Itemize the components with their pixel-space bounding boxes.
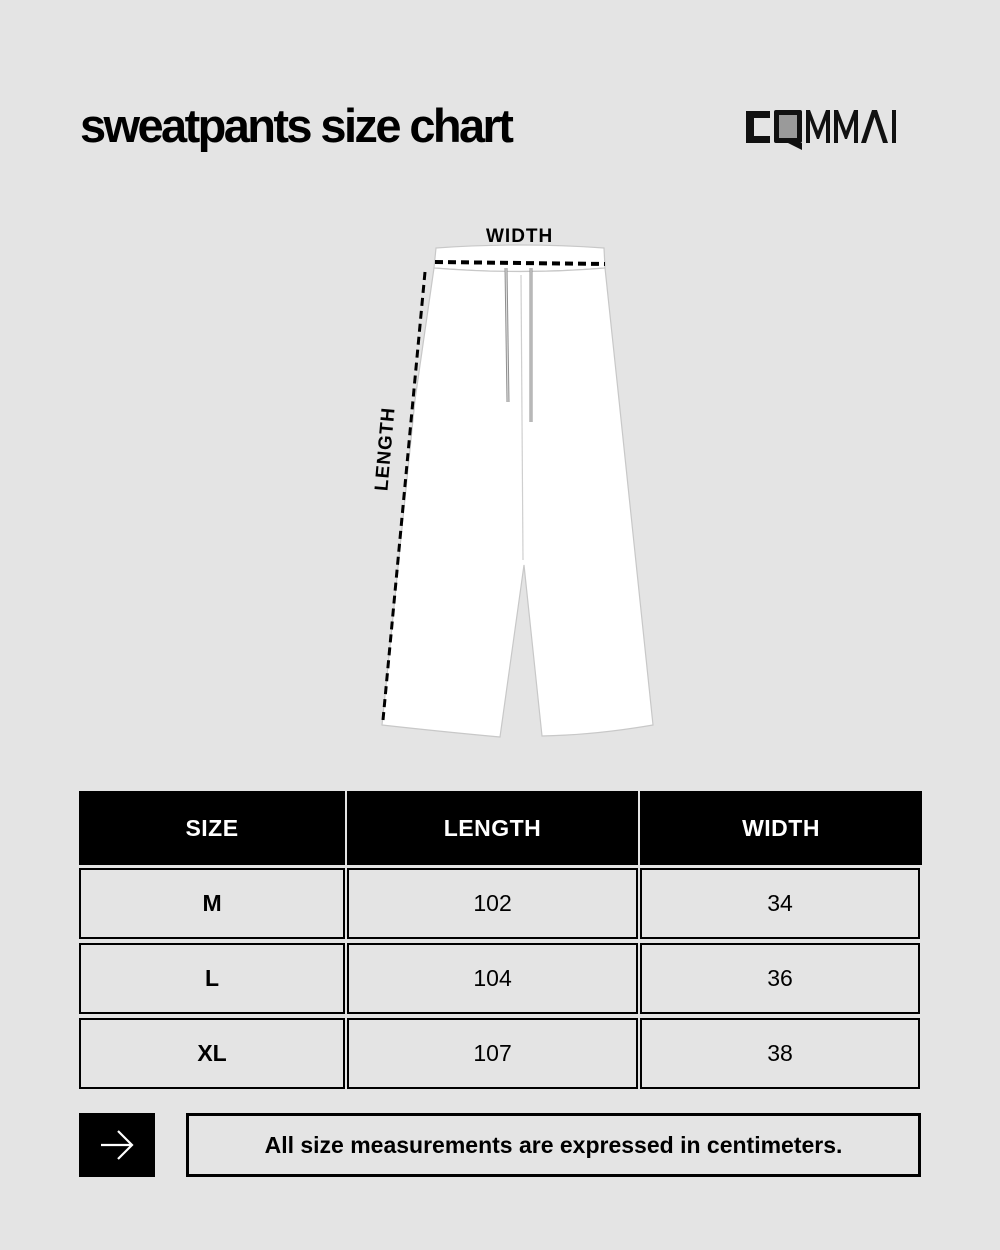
pants-body bbox=[382, 268, 653, 737]
header-width: WIDTH bbox=[640, 791, 922, 865]
length-label: LENGTH bbox=[371, 406, 400, 492]
size-cell: M bbox=[79, 868, 345, 939]
table-header-row bbox=[79, 791, 922, 866]
sweatpants-diagram bbox=[355, 220, 675, 750]
comma-logo bbox=[744, 103, 900, 151]
size-table bbox=[79, 791, 922, 1091]
table-row bbox=[79, 1016, 922, 1091]
units-note: All size measurements are expressed in centimeters. bbox=[186, 1113, 921, 1177]
table-row bbox=[79, 941, 922, 1016]
width-cell: 36 bbox=[640, 943, 920, 1014]
size-cell: XL bbox=[79, 1018, 345, 1089]
length-cell: 104 bbox=[347, 943, 638, 1014]
length-cell: 107 bbox=[347, 1018, 638, 1089]
waistband bbox=[434, 245, 605, 272]
width-cell: 34 bbox=[640, 868, 920, 939]
page-title: sweatpants size chart bbox=[80, 99, 512, 152]
arrow-button bbox=[79, 1113, 155, 1177]
length-cell: 102 bbox=[347, 868, 638, 939]
width-cell: 38 bbox=[640, 1018, 920, 1089]
width-label: WIDTH bbox=[486, 226, 554, 247]
arrow-right-icon bbox=[97, 1125, 137, 1165]
size-cell: L bbox=[79, 943, 345, 1014]
header-size: SIZE bbox=[79, 791, 347, 865]
table-row bbox=[79, 866, 922, 941]
header-length: LENGTH bbox=[347, 791, 640, 865]
